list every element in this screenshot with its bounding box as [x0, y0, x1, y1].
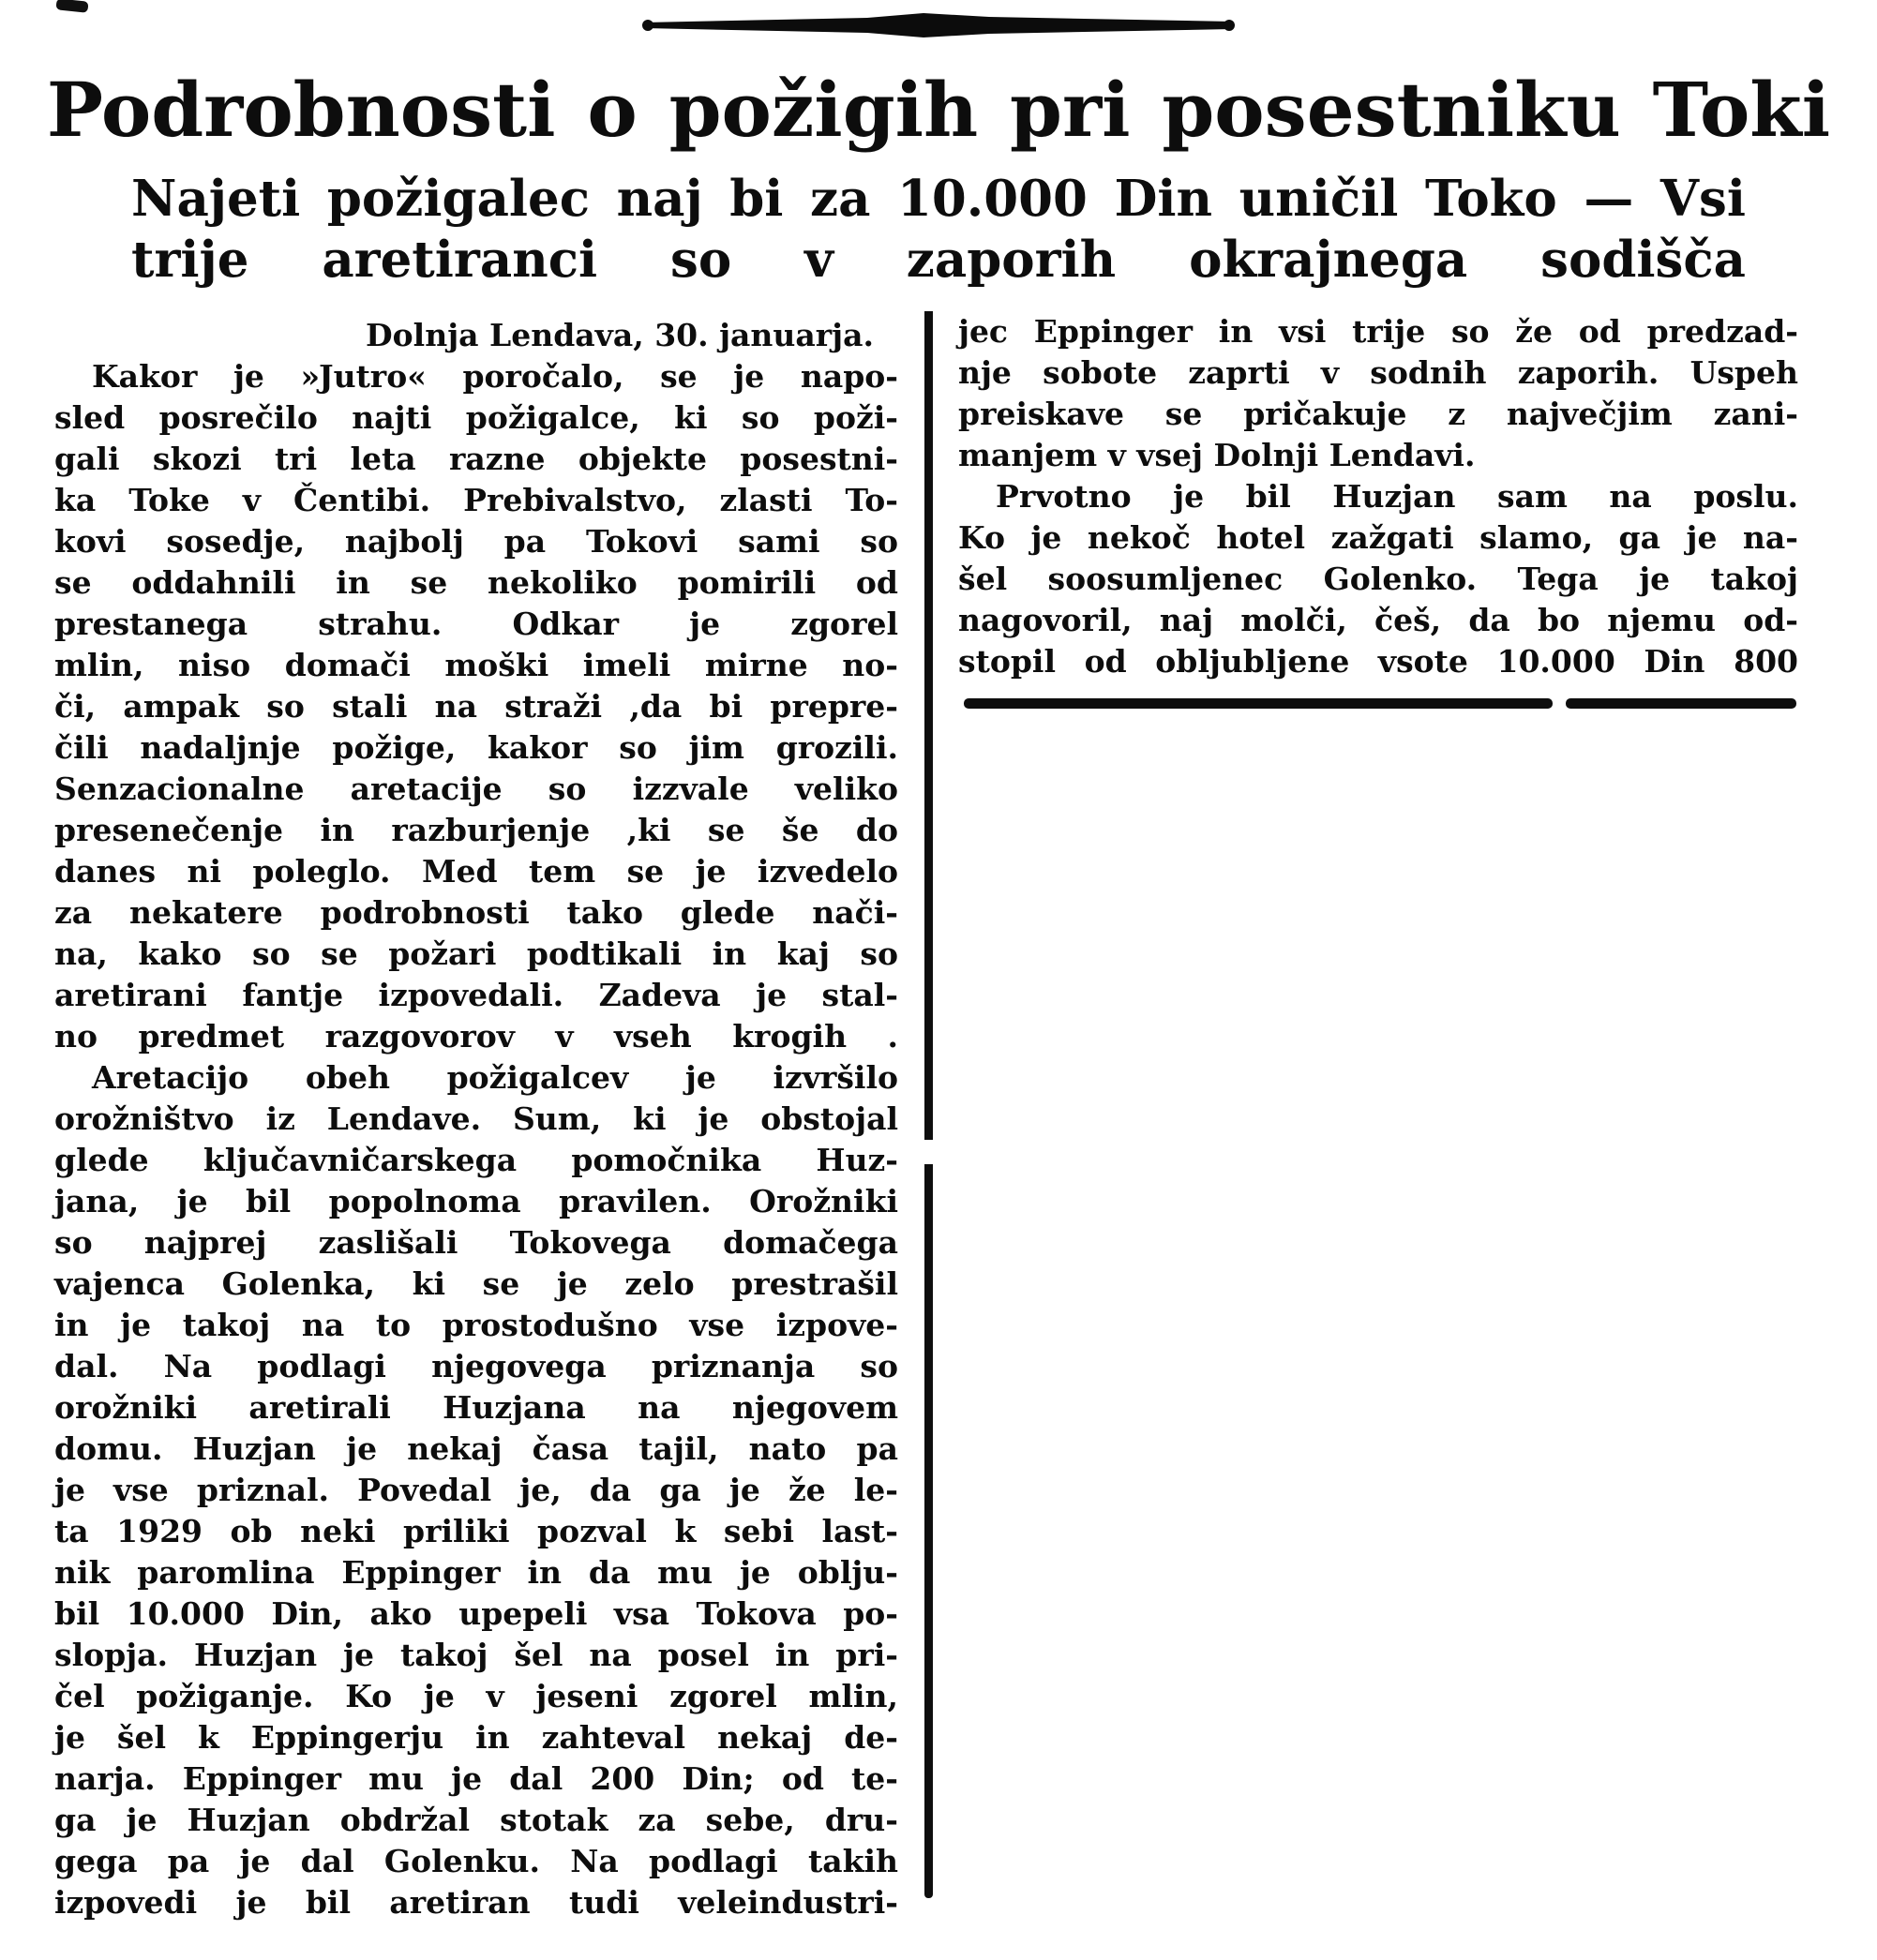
right-column [958, 311, 1798, 682]
body-line: orožniki aretirali Huzjana na njegovem [54, 1389, 898, 1426]
subheadline [131, 169, 1746, 291]
body-line: Senzacionalne aretacije so izzvale veliko [54, 771, 898, 807]
subheadline-line-2: trije aretiranci so v zaporih okrajnega sodišča [131, 231, 1746, 289]
body-line: je vse priznal. Povedal je, da ga je že le- [54, 1472, 898, 1508]
end-rule-left [964, 698, 1553, 709]
body-line: je šel k Eppingerju in zahteval nekaj de- [54, 1719, 898, 1756]
body-line: izpovedi je bil aretiran tudi veleindustri- [54, 1884, 898, 1921]
body-line: nje sobote zaprti v sodnih zaporih. Uspeh [958, 354, 1798, 391]
body-line: gali skozi tri leta razne objekte posestni- [54, 441, 898, 477]
body-line: či, ampak so stali na straži ,da bi prepre- [54, 688, 898, 725]
body-line: nagovoril, naj molči, češ, da bo njemu od- [958, 602, 1798, 638]
body-line: domu. Huzjan je nekaj časa tajil, nato pa [54, 1430, 898, 1467]
body-line: narja. Eppinger mu je dal 200 Din; od te- [54, 1760, 898, 1797]
body-line: ta 1929 ob neki priliki pozval k sebi last- [54, 1513, 898, 1549]
dateline: Dolnja Lendava, 30. januarja. [366, 317, 874, 353]
body-line: aretirani fantje izpovedali. Zadeva je stal- [54, 977, 898, 1013]
body-line: vajenca Golenka, ki se je zelo prestrašil [54, 1265, 898, 1302]
body-line: kovi sosedje, najbolj pa Tokovi sami so [54, 523, 898, 560]
headline: Podrobnosti o požigih pri posestniku Toki [46, 66, 1831, 154]
body-line: prestanega strahu. Odkar je zgorel [54, 606, 898, 642]
subheadline-line-1: Najeti požigalec naj bi za 10.000 Din uničil Toko — Vsi [131, 170, 1746, 228]
body-line: orožništvo iz Lendave. Sum, ki je obstojal [54, 1100, 898, 1137]
column-divider-upper [924, 311, 933, 1140]
body-line: ga je Huzjan obdržal stotak za sebe, dru- [54, 1802, 898, 1838]
body-line: sled posrečilo najti požigalce, ki so poži- [54, 399, 898, 436]
body-line: gega pa je dal Golenku. Na podlagi takih [54, 1843, 898, 1879]
body-line: danes ni poleglo. Med tem se je izvedelo [54, 853, 898, 890]
body-line: jana, je bil popolnoma pravilen. Orožniki [54, 1183, 898, 1219]
body-line: stopil od obljubljene vsote 10.000 Din 800 [958, 643, 1798, 680]
body-line: Ko je nekoč hotel zažgati slamo, ga je na- [958, 519, 1798, 556]
body-line: slopja. Huzjan je takoj šel na posel in pri- [54, 1637, 898, 1673]
body-line: nik paromlina Eppinger in da mu je oblju- [54, 1554, 898, 1591]
body-line: za nekatere podrobnosti tako glede nači- [54, 894, 898, 931]
body-line: ka Toke v Čentibi. Prebivalstvo, zlasti To- [54, 482, 898, 518]
body-line: čel požiganje. Ko je v jeseni zgorel mlin, [54, 1678, 898, 1714]
body-line: dal. Na podlagi njegovega priznanja so [54, 1348, 898, 1384]
body-line: na, kako so se požari podtikali in kaj so [54, 935, 898, 972]
body-line: čili nadaljnje požige, kakor so jim grozili. [54, 729, 898, 766]
body-line: šel soosumljenec Golenko. Tega je takoj [958, 561, 1798, 597]
body-line: manjem v vsej Dolnji Lendavi. [958, 437, 1476, 473]
body-line: no predmet razgovorov v vseh krogih . [54, 1018, 898, 1055]
body-line: jec Eppinger in vsi trije so že od predzad- [958, 313, 1798, 350]
body-line: so najprej zaslišali Tokovega domačega [54, 1224, 898, 1261]
body-line: Prvotno je bil Huzjan sam na poslu. [996, 478, 1798, 515]
body-line: bil 10.000 Din, ako upepeli vsa Tokova po- [54, 1595, 898, 1632]
body-line: Kakor je »Jutro« poročalo, se je napo- [92, 358, 898, 395]
body-line: preiskave se pričakuje z največjim zani- [958, 396, 1798, 432]
body-line: glede ključavničarskega pomočnika Huz- [54, 1142, 898, 1178]
body-line: Aretacijo obeh požigalcev je izvršilo [92, 1059, 898, 1096]
body-line: presenečenje in razburjenje ,ki se še do [54, 812, 898, 848]
body-line: se oddahnili in se nekoliko pomirili od [54, 564, 898, 601]
body-line: mlin, niso domači moški imeli mirne no- [54, 647, 898, 683]
column-divider-lower [924, 1164, 933, 1898]
end-rule-right [1566, 698, 1796, 709]
decorative-divider [642, 11, 1235, 39]
body-line: in je takoj na to prostodušno vse izpove- [54, 1307, 898, 1343]
left-column [54, 315, 898, 1923]
spindle-rule-icon [642, 11, 1235, 39]
ink-speck [55, 0, 88, 13]
